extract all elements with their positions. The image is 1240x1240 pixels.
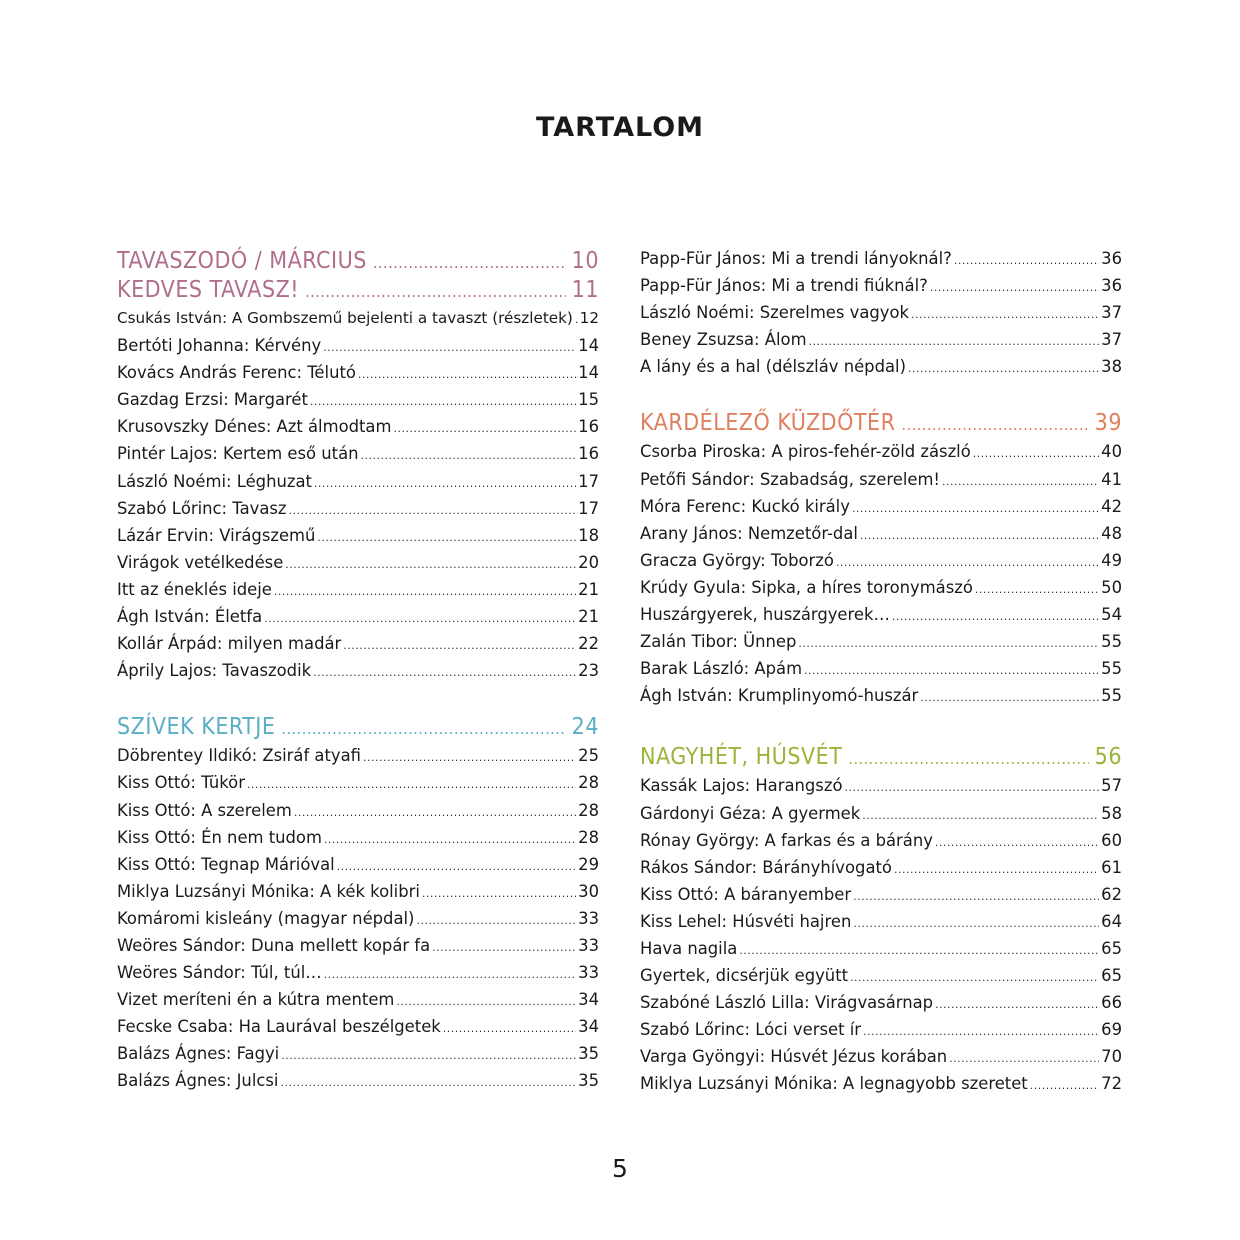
dot-leader xyxy=(396,988,576,1015)
toc-entry[interactable] xyxy=(117,522,599,549)
toc-entry[interactable] xyxy=(117,332,599,359)
entry-title: Ágh István: Krumplinyomó-huszár xyxy=(640,686,919,706)
toc-entry[interactable] xyxy=(640,326,1122,353)
dot-leader xyxy=(930,274,1099,301)
dot-leader xyxy=(280,1069,576,1096)
entry-title: Barak László: Apám xyxy=(640,659,803,679)
dot-leader xyxy=(902,410,1089,439)
toc-entry[interactable] xyxy=(117,359,599,386)
entry-title: Balázs Ágnes: Fagyi xyxy=(117,1044,280,1064)
entry-page: 23 xyxy=(578,661,599,681)
dot-leader xyxy=(892,603,1099,630)
dot-leader xyxy=(935,991,1099,1018)
entry-page: 14 xyxy=(578,363,599,383)
toc-left-column xyxy=(117,247,599,1095)
entry-page: 70 xyxy=(1101,1047,1122,1067)
entry-title: Vizet meríteni én a kútra mentem xyxy=(117,990,395,1010)
entry-title: Hava nagila xyxy=(640,938,738,958)
entry-page: 15 xyxy=(578,390,599,410)
dot-leader xyxy=(323,334,576,361)
section-page: 24 xyxy=(571,714,599,741)
entry-title: Rónay György: A farkas és a bárány xyxy=(640,830,933,850)
entry-page: 33 xyxy=(578,963,599,983)
entry-title: Gyertek, dicsérjük együtt xyxy=(640,966,849,986)
toc-entry-list xyxy=(640,438,1122,709)
dot-leader xyxy=(247,771,576,798)
toc-entry[interactable] xyxy=(640,655,1122,682)
dot-leader xyxy=(422,880,576,907)
toc-section-heading[interactable] xyxy=(640,409,1122,438)
entry-title: Kiss Ottó: Tükör xyxy=(117,773,245,793)
dot-leader xyxy=(393,415,576,442)
toc-entry[interactable] xyxy=(640,353,1122,380)
dot-leader xyxy=(281,714,565,743)
toc-entry[interactable] xyxy=(117,576,599,603)
entry-title: Zalán Tibor: Ünnep xyxy=(640,632,797,652)
entry-page: 61 xyxy=(1101,857,1122,877)
toc-entry[interactable] xyxy=(117,305,599,332)
entry-page: 36 xyxy=(1101,276,1122,296)
dot-leader xyxy=(575,306,578,333)
dot-leader xyxy=(363,744,576,771)
section-page: 56 xyxy=(1094,744,1122,771)
toc-entry[interactable] xyxy=(117,657,599,684)
section-title: TAVASZODÓ / MÁRCIUS xyxy=(117,248,367,274)
toc-entry[interactable] xyxy=(117,986,599,1013)
dot-leader xyxy=(836,549,1099,576)
entry-page: 28 xyxy=(578,773,599,793)
entry-title: Kiss Ottó: A báranyember xyxy=(640,884,852,904)
dot-leader xyxy=(281,1042,576,1069)
toc-entry-list xyxy=(117,742,599,1094)
entry-page: 28 xyxy=(578,800,599,820)
entry-title: Pintér Lajos: Kertem eső után xyxy=(117,444,359,464)
entry-page: 12 xyxy=(579,309,599,327)
toc-entry[interactable] xyxy=(640,547,1122,574)
entry-title: Rákos Sándor: Bárányhívogató xyxy=(640,857,892,877)
dot-leader xyxy=(739,937,1099,964)
toc-entry[interactable] xyxy=(117,440,599,467)
dot-leader xyxy=(853,910,1099,937)
dot-leader xyxy=(850,964,1099,991)
entry-title: Balázs Ágnes: Julcsi xyxy=(117,1071,279,1091)
dot-leader xyxy=(343,632,576,659)
entry-title: Beney Zsuzsa: Álom xyxy=(640,330,807,350)
dot-leader xyxy=(942,468,1099,495)
entry-page: 55 xyxy=(1101,686,1122,706)
entry-title: László Noémi: Léghuzat xyxy=(117,471,312,491)
dot-leader xyxy=(935,829,1099,856)
section-page: 10 xyxy=(571,248,599,274)
toc-entry[interactable] xyxy=(117,603,599,630)
toc-entry[interactable] xyxy=(640,438,1122,465)
toc-entry[interactable] xyxy=(117,386,599,413)
page-title: TARTALOM xyxy=(535,112,705,143)
toc-entry-list xyxy=(640,772,1122,1097)
toc-entry[interactable] xyxy=(117,495,599,522)
toc-entry[interactable] xyxy=(640,682,1122,709)
toc-entry[interactable] xyxy=(117,851,599,878)
entry-page: 35 xyxy=(578,1071,599,1091)
entry-title: Ágh István: Életfa xyxy=(117,607,263,627)
toc-entry[interactable] xyxy=(640,493,1122,520)
entry-page: 57 xyxy=(1101,776,1122,796)
dot-leader xyxy=(844,774,1099,801)
entry-title: Virágok vetélkedése xyxy=(117,552,284,572)
entry-page: 34 xyxy=(578,990,599,1010)
toc-entry[interactable] xyxy=(640,935,1122,962)
toc-section-heading[interactable] xyxy=(117,713,599,742)
entry-page: 50 xyxy=(1101,577,1122,597)
entry-page: 20 xyxy=(578,552,599,572)
entry-title: Csorba Piroska: A piros-fehér-zöld zászló xyxy=(640,442,971,462)
toc-entry[interactable] xyxy=(117,824,599,851)
toc-entry[interactable] xyxy=(640,962,1122,989)
entry-title: Papp-Für János: Mi a trendi fiúknál? xyxy=(640,276,928,296)
entry-page: 40 xyxy=(1101,442,1122,462)
toc-section-heading[interactable] xyxy=(117,276,599,305)
entry-title: Varga Gyöngyi: Húsvét Jézus korában xyxy=(640,1047,948,1067)
dot-leader xyxy=(314,470,576,497)
toc-entry[interactable] xyxy=(640,772,1122,799)
entry-page: 34 xyxy=(578,1017,599,1037)
toc-entry[interactable] xyxy=(117,932,599,959)
entry-title: Szabó Lőrinc: Tavasz xyxy=(117,498,287,518)
dot-leader xyxy=(285,551,576,578)
toc-entry[interactable] xyxy=(640,574,1122,601)
section-title: KARDÉLEZŐ KÜZDŐTÉR xyxy=(640,410,896,437)
toc-right-column xyxy=(640,245,1122,1098)
toc-entry[interactable] xyxy=(640,628,1122,655)
dot-leader xyxy=(954,247,1099,274)
toc-entry[interactable] xyxy=(640,800,1122,827)
entry-title: Gracza György: Toborzó xyxy=(640,550,834,570)
dot-leader xyxy=(443,1015,576,1042)
toc-entry[interactable] xyxy=(640,299,1122,326)
entry-page: 66 xyxy=(1101,993,1122,1013)
dot-leader xyxy=(848,744,1088,773)
entry-page: 17 xyxy=(578,471,599,491)
entry-page: 41 xyxy=(1101,469,1122,489)
entry-page: 17 xyxy=(578,498,599,518)
entry-page: 36 xyxy=(1101,249,1122,268)
toc-entry[interactable] xyxy=(117,549,599,576)
dot-leader xyxy=(289,497,577,524)
entry-title: Papp-Für János: Mi a trendi lányoknál? xyxy=(640,249,952,268)
section-page: 11 xyxy=(571,277,599,303)
entry-page: 60 xyxy=(1101,830,1122,850)
dot-leader xyxy=(798,630,1099,657)
dot-leader xyxy=(313,659,576,686)
dot-leader xyxy=(853,883,1099,910)
entry-title: Kiss Ottó: Én nem tudom xyxy=(117,827,322,847)
toc-entry[interactable] xyxy=(117,878,599,905)
entry-title: Itt az éneklés ideje xyxy=(117,579,272,599)
entry-title: Bertóti Johanna: Kérvény xyxy=(117,336,322,356)
toc-entry-list xyxy=(640,245,1122,380)
dot-leader xyxy=(860,522,1099,549)
toc-entry[interactable] xyxy=(640,854,1122,881)
entry-page: 35 xyxy=(578,1044,599,1064)
entry-page: 62 xyxy=(1101,884,1122,904)
toc-entry[interactable] xyxy=(640,272,1122,299)
entry-title: Kiss Ottó: Tegnap Márióval xyxy=(117,854,335,874)
toc-entry[interactable] xyxy=(117,797,599,824)
toc-entry[interactable] xyxy=(117,1040,599,1067)
dot-leader xyxy=(416,907,576,934)
entry-title: Kassák Lajos: Harangszó xyxy=(640,776,843,796)
entry-title: Kiss Lehel: Húsvéti hajren xyxy=(640,911,852,931)
toc-entry[interactable] xyxy=(117,413,599,440)
entry-title: Komáromi kisleány (magyar népdal) xyxy=(117,908,415,928)
toc-entry[interactable] xyxy=(117,468,599,495)
toc-entry[interactable] xyxy=(117,1013,599,1040)
toc-entry[interactable] xyxy=(117,959,599,986)
entry-title: Szabó Lőrinc: Lóci verset ír xyxy=(640,1020,862,1040)
entry-title: Petőfi Sándor: Szabadság, szerelem! xyxy=(640,469,941,489)
entry-page: 38 xyxy=(1101,357,1122,377)
entry-page: 55 xyxy=(1101,659,1122,679)
toc-entry-list xyxy=(117,305,599,684)
entry-page: 21 xyxy=(578,579,599,599)
section-title: NAGYHÉT, HÚSVÉT xyxy=(640,744,843,771)
toc-entry[interactable] xyxy=(640,601,1122,628)
entry-title: Csukás István: A Gombszemű bejelenti a tavaszt (részletek) xyxy=(117,309,573,327)
entry-title: Gárdonyi Géza: A gyermek xyxy=(640,803,861,823)
entry-page: 65 xyxy=(1101,938,1122,958)
toc-entry[interactable] xyxy=(640,881,1122,908)
entry-page: 48 xyxy=(1101,523,1122,543)
entry-page: 14 xyxy=(578,336,599,356)
section-title: KEDVES TAVASZ! xyxy=(117,277,300,303)
toc-entry[interactable] xyxy=(640,466,1122,493)
entry-page: 58 xyxy=(1101,803,1122,823)
section-page: 39 xyxy=(1094,410,1122,437)
dot-leader xyxy=(863,1018,1099,1045)
entry-title: Arany János: Nemzetőr-dal xyxy=(640,523,858,543)
section-title: SZÍVEK KERTJE xyxy=(117,714,276,741)
dot-leader xyxy=(973,440,1099,467)
entry-title: Miklya Luzsányi Mónika: A kék kolibri xyxy=(117,881,420,901)
dot-leader xyxy=(1030,1072,1099,1099)
toc-entry[interactable] xyxy=(640,989,1122,1016)
entry-page: 37 xyxy=(1101,303,1122,323)
dot-leader xyxy=(274,578,576,605)
entry-page: 16 xyxy=(578,417,599,437)
entry-page: 16 xyxy=(578,444,599,464)
toc-section-heading[interactable] xyxy=(117,247,599,276)
entry-page: 33 xyxy=(578,935,599,955)
page-number: 5 xyxy=(612,1154,628,1183)
dot-leader xyxy=(324,961,576,988)
entry-title: Áprily Lajos: Tavaszodik xyxy=(117,661,312,681)
entry-page: 33 xyxy=(578,908,599,928)
entry-title: Kiss Ottó: A szerelem xyxy=(117,800,292,820)
entry-title: Weöres Sándor: Duna mellett kopár fa xyxy=(117,935,431,955)
entry-page: 18 xyxy=(578,525,599,545)
entry-page: 22 xyxy=(578,634,599,654)
dot-leader xyxy=(361,442,577,469)
entry-page: 69 xyxy=(1101,1020,1122,1040)
dot-leader xyxy=(920,684,1099,711)
toc-entry[interactable] xyxy=(117,742,599,769)
entry-title: Szabóné László Lilla: Virágvasárnap xyxy=(640,993,934,1013)
toc-section-heading[interactable] xyxy=(640,743,1122,772)
dot-leader xyxy=(294,799,576,826)
toc-entry[interactable] xyxy=(640,908,1122,935)
toc-entry[interactable] xyxy=(117,1067,599,1094)
dot-leader xyxy=(324,826,576,853)
dot-leader xyxy=(975,576,1099,603)
entry-page: 49 xyxy=(1101,550,1122,570)
dot-leader xyxy=(432,934,576,961)
entry-page: 72 xyxy=(1101,1074,1122,1094)
entry-title: Lázár Ervin: Virágszemű xyxy=(117,525,316,545)
toc-entry[interactable] xyxy=(640,245,1122,272)
entry-page: 25 xyxy=(578,746,599,766)
toc-entry[interactable] xyxy=(640,520,1122,547)
dot-leader xyxy=(949,1045,1099,1072)
entry-page: 21 xyxy=(578,607,599,627)
entry-title: Kollár Árpád: milyen madár xyxy=(117,634,342,654)
dot-leader xyxy=(911,301,1099,328)
dot-leader xyxy=(305,277,566,306)
entry-title: Móra Ferenc: Kuckó király xyxy=(640,496,850,516)
entry-page: 64 xyxy=(1101,911,1122,931)
entry-title: Gazdag Erzsi: Margarét xyxy=(117,390,308,410)
entry-page: 65 xyxy=(1101,966,1122,986)
entry-title: Weöres Sándor: Túl, túl… xyxy=(117,963,322,983)
entry-title: László Noémi: Szerelmes vagyok xyxy=(640,303,910,323)
dot-leader xyxy=(804,657,1099,684)
entry-page: 29 xyxy=(578,854,599,874)
toc-entry[interactable] xyxy=(117,630,599,657)
entry-title: Döbrentey Ildikó: Zsiráf atyafi xyxy=(117,746,361,766)
entry-title: Miklya Luzsányi Mónika: A legnagyobb szeretet xyxy=(640,1074,1028,1094)
dot-leader xyxy=(264,605,576,632)
dot-leader xyxy=(908,355,1099,382)
entry-title: Krúdy Gyula: Sipka, a híres toronymászó xyxy=(640,577,973,597)
dot-leader xyxy=(310,388,576,415)
dot-leader xyxy=(862,802,1099,829)
toc-entry[interactable] xyxy=(117,769,599,796)
entry-title: Huszárgyerek, huszárgyerek… xyxy=(640,605,890,625)
dot-leader xyxy=(358,361,576,388)
entry-page: 42 xyxy=(1101,496,1122,516)
dot-leader xyxy=(373,248,566,277)
toc-entry[interactable] xyxy=(117,905,599,932)
entry-title: Fecske Csaba: Ha Laurával beszélgetek xyxy=(117,1017,441,1037)
dot-leader xyxy=(894,856,1099,883)
dot-leader xyxy=(852,495,1099,522)
toc-entry[interactable] xyxy=(640,827,1122,854)
toc-entry[interactable] xyxy=(640,1016,1122,1043)
entry-page: 30 xyxy=(578,881,599,901)
toc-entry[interactable] xyxy=(640,1043,1122,1070)
dot-leader xyxy=(809,328,1100,355)
dot-leader xyxy=(337,853,576,880)
entry-title: Kovács András Ferenc: Télutó xyxy=(117,363,356,383)
entry-page: 55 xyxy=(1101,632,1122,652)
entry-page: 28 xyxy=(578,827,599,847)
entry-page: 37 xyxy=(1101,330,1122,350)
entry-page: 54 xyxy=(1101,605,1122,625)
entry-title: A lány és a hal (délszláv népdal) xyxy=(640,357,906,377)
toc-entry[interactable] xyxy=(640,1070,1122,1097)
dot-leader xyxy=(317,524,576,551)
entry-title: Krusovszky Dénes: Azt álmodtam xyxy=(117,417,392,437)
